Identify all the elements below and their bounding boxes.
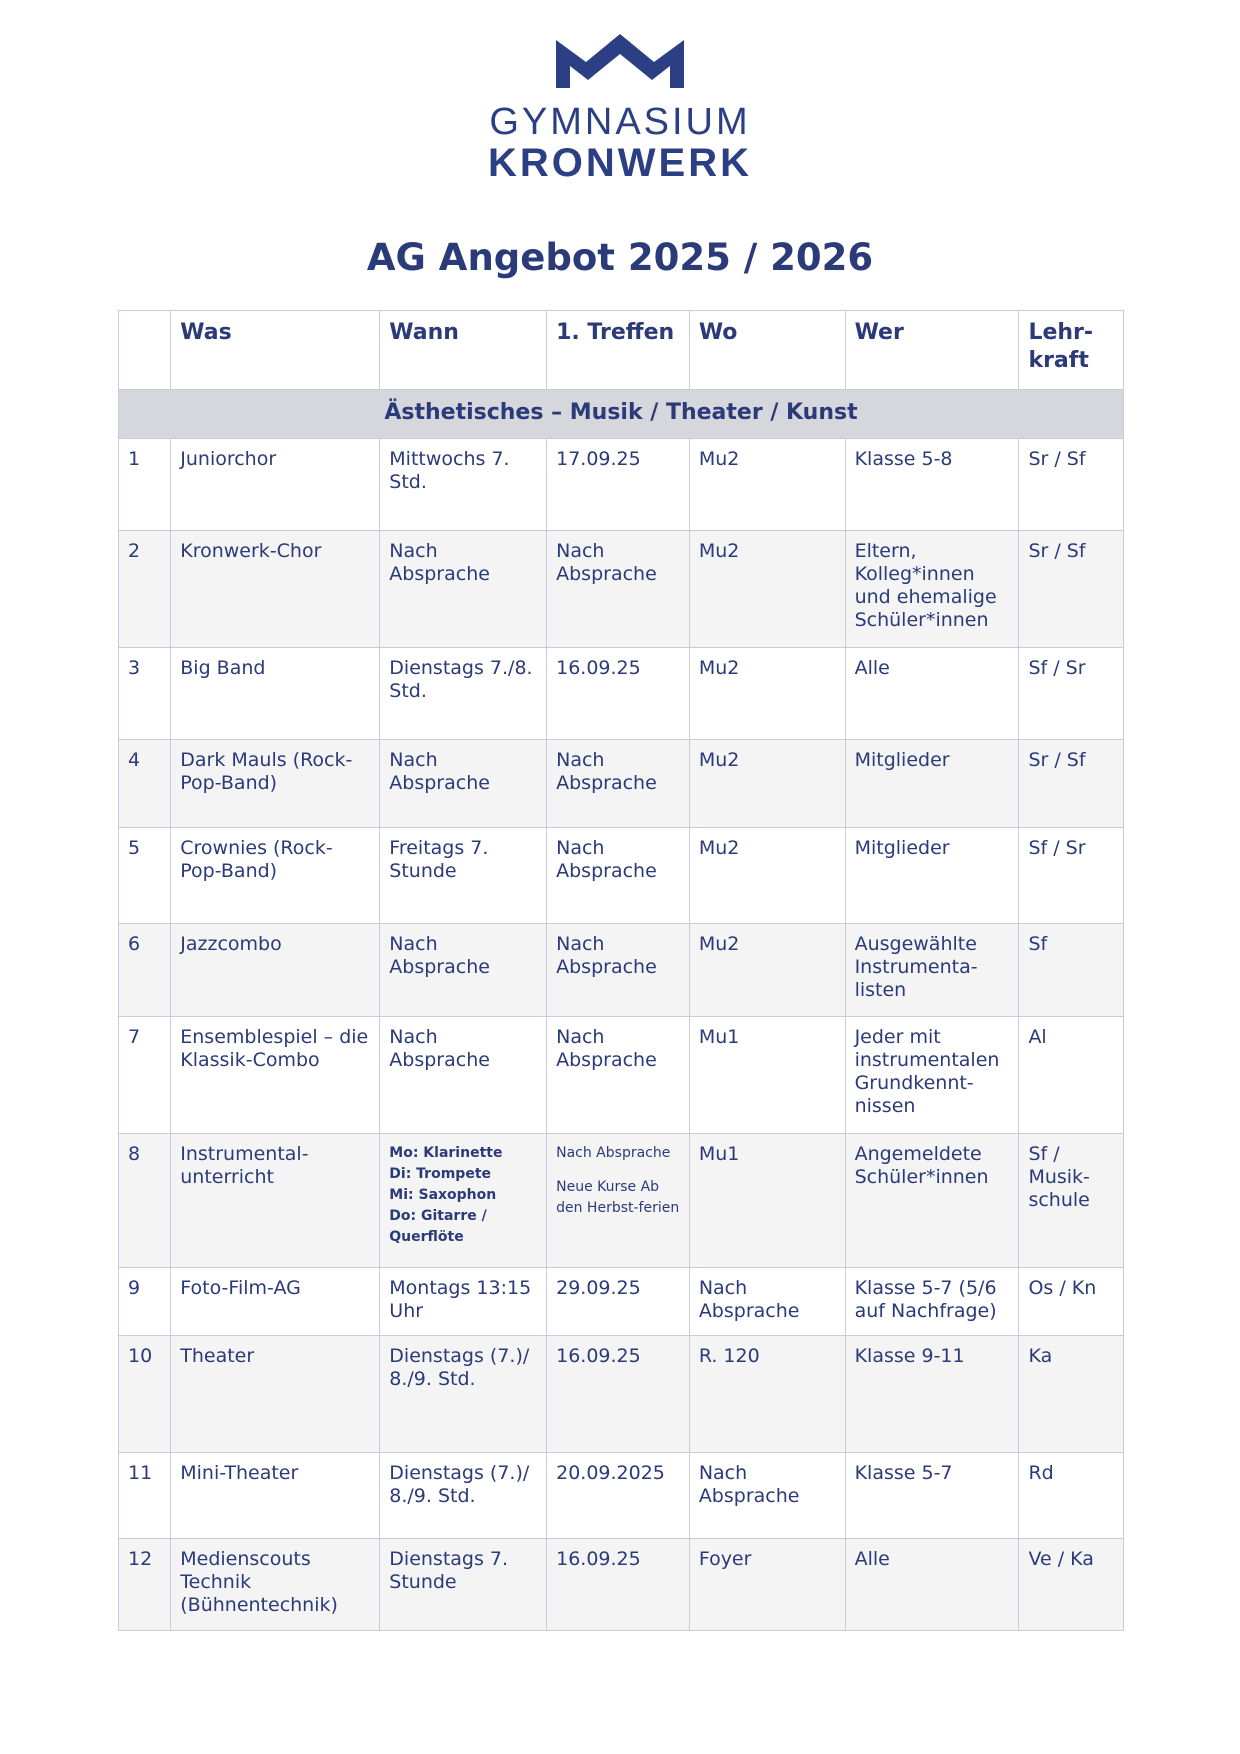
cell-wer: Mitglieder <box>845 740 1019 828</box>
section-title: Ästhetisches – Musik / Theater / Kunst <box>119 390 1124 439</box>
cell-wer: Klasse 5-7 <box>845 1453 1019 1539</box>
cell-wer: Mitglieder <box>845 828 1019 924</box>
cell-wer: Klasse 5-8 <box>845 439 1019 531</box>
wann-line: Mi: Saxophon <box>389 1187 497 1203</box>
logo-text-gymnasium: GYMNASIUM <box>489 101 751 143</box>
school-logo <box>0 32 1240 184</box>
cell-lehrkraft: Al <box>1019 1017 1124 1134</box>
cell-lehrkraft: Sr / Sf <box>1019 439 1124 531</box>
cell-lehrkraft: Sf / Sr <box>1019 648 1124 740</box>
cell-wer: Klasse 5-7 (5/6 auf Nachfrage) <box>845 1268 1019 1336</box>
cell-wer: Angemeldete Schüler*innen <box>845 1134 1019 1268</box>
row-num: 6 <box>119 924 171 1017</box>
cell-lehrkraft: Sf <box>1019 924 1124 1017</box>
cell-lehrkraft: Sf / Sr <box>1019 828 1124 924</box>
row-num: 9 <box>119 1268 171 1336</box>
cell-wann: Dienstags 7./8. Std. <box>380 648 547 740</box>
cell-wo: Mu2 <box>689 439 845 531</box>
table-row <box>119 531 1124 648</box>
row-num: 5 <box>119 828 171 924</box>
row-num: 11 <box>119 1453 171 1539</box>
cell-was: Juniorchor <box>171 439 380 531</box>
cell-wer: Alle <box>845 648 1019 740</box>
cell-lehrkraft: Rd <box>1019 1453 1124 1539</box>
cell-wo: Mu2 <box>689 828 845 924</box>
table-row <box>119 1336 1124 1453</box>
cell-treffen: 29.09.25 <box>547 1268 690 1336</box>
treffen-line: Nach Absprache <box>556 1145 671 1161</box>
cell-wo: R. 120 <box>689 1336 845 1453</box>
cell-wer: Eltern, Kolleg*innen und ehemalige Schüler*innen <box>845 531 1019 648</box>
header-wer: Wer <box>845 311 1019 390</box>
header-wo: Wo <box>689 311 845 390</box>
row-num: 10 <box>119 1336 171 1453</box>
cell-treffen: Nach Absprache <box>547 828 690 924</box>
cell-wann: Dienstags 7. Stunde <box>380 1539 547 1631</box>
row-num: 3 <box>119 648 171 740</box>
cell-wann: Freitags 7. Stunde <box>380 828 547 924</box>
cell-was: Mini-Theater <box>171 1453 380 1539</box>
cell-treffen: 16.09.25 <box>547 1336 690 1453</box>
table-row <box>119 1268 1124 1336</box>
table-row <box>119 1453 1124 1539</box>
cell-was: Dark Mauls (Rock-Pop-Band) <box>171 740 380 828</box>
cell-treffen <box>547 1134 690 1268</box>
wann-line: Do: Gitarre / Querflöte <box>389 1208 487 1245</box>
cell-wo: Foyer <box>689 1539 845 1631</box>
page-title: AG Angebot 2025 / 2026 <box>366 236 874 279</box>
cell-wann: Nach Absprache <box>380 924 547 1017</box>
cell-wo: Mu1 <box>689 1134 845 1268</box>
cell-wo: Mu1 <box>689 1017 845 1134</box>
cell-was: Crownies (Rock-Pop-Band) <box>171 828 380 924</box>
treffen-line: Neue Kurse Ab den Herbst-ferien <box>556 1179 680 1216</box>
cell-wann: Nach Absprache <box>380 531 547 648</box>
cell-lehrkraft: Sf / Musik-schule <box>1019 1134 1124 1268</box>
cell-was: Foto-Film-AG <box>171 1268 380 1336</box>
table-header-row <box>119 311 1124 390</box>
cell-treffen: 16.09.25 <box>547 1539 690 1631</box>
cell-treffen: Nach Absprache <box>547 924 690 1017</box>
table-row <box>119 740 1124 828</box>
header-treffen: 1. Treffen <box>547 311 690 390</box>
cell-was: Ensemblespiel – die Klassik-Combo <box>171 1017 380 1134</box>
cell-wer: Ausgewählte Instrumenta-listen <box>845 924 1019 1017</box>
cell-treffen: Nach Absprache <box>547 1017 690 1134</box>
row-num: 7 <box>119 1017 171 1134</box>
crown-icon <box>552 32 688 90</box>
cell-treffen: 20.09.2025 <box>547 1453 690 1539</box>
cell-was: Jazzcombo <box>171 924 380 1017</box>
cell-lehrkraft: Sr / Sf <box>1019 531 1124 648</box>
cell-wann <box>380 1134 547 1268</box>
row-num: 12 <box>119 1539 171 1631</box>
row-num: 4 <box>119 740 171 828</box>
cell-lehrkraft: Ve / Ka <box>1019 1539 1124 1631</box>
row-num: 1 <box>119 439 171 531</box>
table-row <box>119 1017 1124 1134</box>
cell-wo: Nach Absprache <box>689 1453 845 1539</box>
cell-wo: Mu2 <box>689 648 845 740</box>
table-row <box>119 648 1124 740</box>
cell-was: Kronwerk-Chor <box>171 531 380 648</box>
cell-lehrkraft: Os / Kn <box>1019 1268 1124 1336</box>
wann-line: Mo: Klarinette <box>389 1145 503 1161</box>
spacer <box>556 1164 681 1177</box>
header-lehrkraft: Lehr-kraft <box>1019 311 1124 390</box>
cell-treffen: 17.09.25 <box>547 439 690 531</box>
cell-wann: Mittwochs 7. Std. <box>380 439 547 531</box>
header-num <box>119 311 171 390</box>
cell-wo: Mu2 <box>689 531 845 648</box>
section-row <box>119 390 1124 439</box>
cell-wann: Dienstags (7.)/ 8./9. Std. <box>380 1453 547 1539</box>
table-row <box>119 924 1124 1017</box>
header-was: Was <box>171 311 380 390</box>
cell-wo: Mu2 <box>689 924 845 1017</box>
cell-wer: Jeder mit instrumentalen Grundkennt-nissen <box>845 1017 1019 1134</box>
cell-treffen: Nach Absprache <box>547 531 690 648</box>
cell-wer: Klasse 9-11 <box>845 1336 1019 1453</box>
cell-treffen: Nach Absprache <box>547 740 690 828</box>
cell-wann: Dienstags (7.)/ 8./9. Std. <box>380 1336 547 1453</box>
table-row <box>119 828 1124 924</box>
cell-wo: Nach Absprache <box>689 1268 845 1336</box>
ag-table <box>118 310 1124 1631</box>
cell-lehrkraft: Ka <box>1019 1336 1124 1453</box>
cell-wer: Alle <box>845 1539 1019 1631</box>
logo-text-kronwerk: KRONWERK <box>488 141 752 185</box>
cell-wo: Mu2 <box>689 740 845 828</box>
cell-wann: Nach Absprache <box>380 1017 547 1134</box>
cell-was: Big Band <box>171 648 380 740</box>
header-wann: Wann <box>380 311 547 390</box>
cell-was: Instrumental-unterricht <box>171 1134 380 1268</box>
cell-wann: Nach Absprache <box>380 740 547 828</box>
cell-treffen: 16.09.25 <box>547 648 690 740</box>
cell-wann: Montags 13:15 Uhr <box>380 1268 547 1336</box>
cell-was: Medienscouts Technik (Bühnentechnik) <box>171 1539 380 1631</box>
row-num: 2 <box>119 531 171 648</box>
wann-line: Di: Trompete <box>389 1166 491 1182</box>
row-num: 8 <box>119 1134 171 1268</box>
cell-was: Theater <box>171 1336 380 1453</box>
cell-lehrkraft: Sr / Sf <box>1019 740 1124 828</box>
table-row <box>119 1134 1124 1268</box>
table-row <box>119 439 1124 531</box>
table-row <box>119 1539 1124 1631</box>
